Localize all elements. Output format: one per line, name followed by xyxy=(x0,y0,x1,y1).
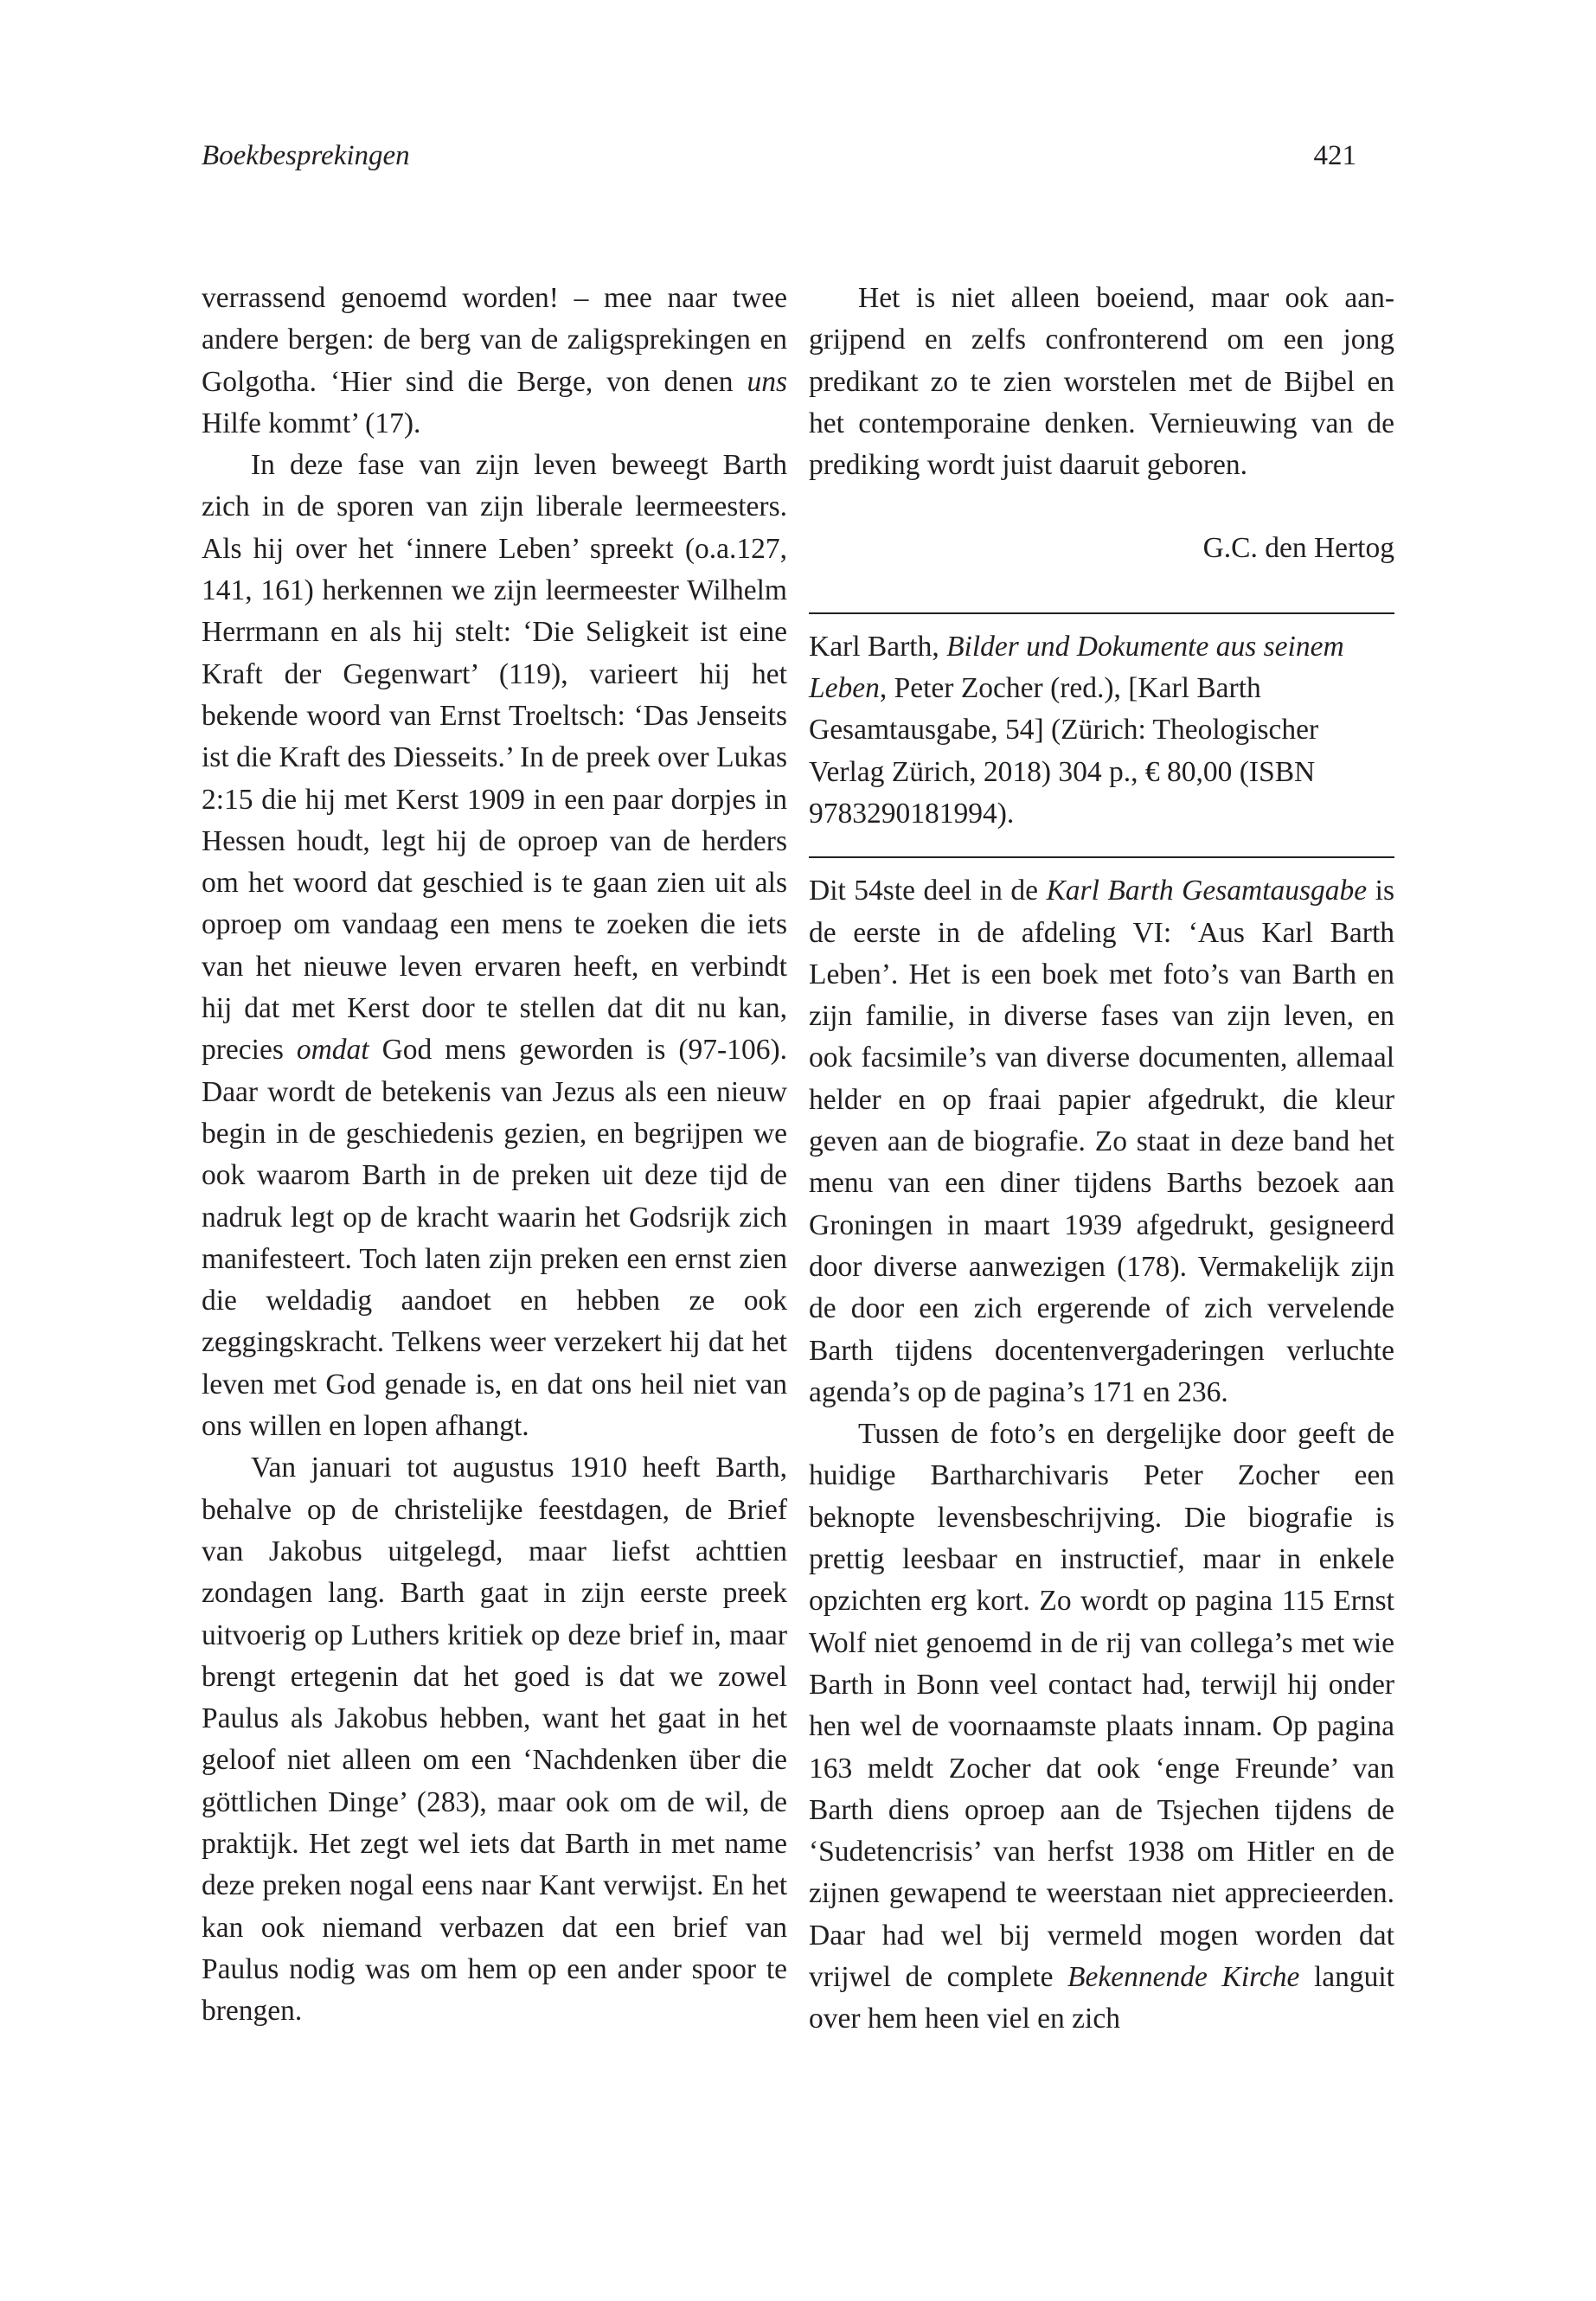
emphasis: uns xyxy=(747,365,787,398)
text-run: In deze fase van zijn leven beweegt Barth zich in de sporen van zijn liberale leermeesters. Als hij over het ‘innere Leben’ spreekt (o.a.127, 141, 161) herkennen we zijn leermeester Wilhelm Herrmann en als hij stelt: ‘Die Seligkeit ist eine Kraft der Gegenwart’ (119), varieert hij het bekende woord van Ernst Troeltsch: ‘Das Jenseits ist die Kraft des Diesseits.’ In de preek over Lukas 2:15 die hij met Kerst 1909 in een paar dorpjes in Hessen houdt, legt hij de oproep van de herders om het woord dat geschied is te gaan zien uit als oproep om vandaag een mens te zoeken die iets van het nieuwe leven ervaren heeft, en verbindt hij dat met Kerst door te stellen dat dit nu kan, precies xyxy=(202,449,787,1067)
text-run: God mens geworden is (97-106). Daar wordt de betekenis van Jezus als een nieuw begin in de geschiedenis gezien, en begrijpen we ook waarom Barth in de preken uit deze tijd de nadruk legt op de kracht waarin het Godsrijk zich manifesteert. Toch laten zijn preken een ernst zien die weldadig aandoet en hebben ze ook zeggingskracht. Telkens weer verzekert hij dat het leven met God genade is, en dat ons heil niet van ons willen en lopen afhangt. xyxy=(202,1034,787,1443)
text-run: is de eerste in de afdeling VI: ‘Aus Karl Barth Leben’. Het is een boek met foto’s van Barth en zijn familie, in diverse fases van zijn leven, en ook facsimile’s van diverse documenten, allemaal helder en op fraai papier afgedrukt, die kleur geven aan de biografie. Zo staat in deze band het menu van een diner tijdens Barths bezoek aan Groningen in maart 1939 afgedrukt, gesigneerd door diverse aanwezigen (178). Vermakelijk zijn de door een zich ergerende of zich vervelende Barth tijdens docentenvergaderingen verluchte agenda’s op de pagina’s 171 en 236. xyxy=(809,875,1395,1408)
divider-top xyxy=(809,612,1394,614)
text-run: Tussen de foto’s en dergelijke door geeft de huidige Bartharchivaris Peter Zocher een beknopte levensbeschrijving. Die biografie is prettig leesbaar en instructief, maar in enkele opzichten erg kort. Zo wordt op pagina 115 Ernst Wolf niet genoemd in de rij van collega’s met wie Barth in Bonn veel contact had, terwijl hij onder hen wel de voornaamste plaats innam. Op pagina 163 meldt Zocher dat ook ‘enge Freunde’ van Barth diens oproep aan de Tsjechen tijdens de ‘Sudetencrisis’ van herfst 1938 om Hitler en de zijnen gewapend te weerstaan niet apprecieerden. Daar had wel bij vermeld mogen worden dat vrijwel de complete xyxy=(809,1418,1394,1993)
right-column xyxy=(809,278,1394,2041)
divider-bottom xyxy=(809,856,1394,858)
emphasis: omdat xyxy=(296,1034,369,1067)
text-run: Karl Barth, xyxy=(809,630,947,663)
right-paragraph-2 xyxy=(809,870,1394,1413)
left-column xyxy=(202,278,787,2032)
text-run: languit over hem heen viel en zich xyxy=(809,1960,1394,2035)
right-paragraph-3 xyxy=(809,1413,1394,2040)
bibliographic-entry xyxy=(809,626,1394,847)
emphasis: Karl Barth Gesamtausgabe xyxy=(1046,875,1368,907)
text-run: Hilfe kommt’ (17). xyxy=(202,407,421,439)
reviewer-signature: G.C. den Hertog xyxy=(1202,532,1394,565)
page-number: 421 xyxy=(1313,140,1356,171)
text-run: verrassend genoemd worden! – mee naar twee andere bergen: de berg van de zaligsprekingen en Golgotha. ‘Hier sind die Berge, von denen xyxy=(202,282,787,398)
right-paragraph-1: Het is niet alleen boeiend, maar ook aangrijpend en zelfs confronterend om een jong predikant zo te zien worstelen met de Bijbel en het contemporaine denken. Vernieuwing van de prediking wordt juist daaruit geboren. xyxy=(809,282,1394,482)
left-paragraph-2 xyxy=(202,445,787,1447)
text-run: Dit 54ste deel in de xyxy=(809,875,1047,907)
left-paragraph-1 xyxy=(202,278,787,445)
left-paragraph-3: Van januari tot augustus 1910 heeft Barth, behalve op de christelijke feestdagen, de Brief van Jakobus uitgelegd, maar liefst achttien zondagen lang. Barth gaat in zijn eerste preek uitvoerig op Luthers kritiek op deze brief in, maar brengt ertegenin dat het goed is dat we zowel Paulus als Jakobus hebben, want het gaat in het geloof niet alleen om een ‘Nachdenken über die göttlichen Dinge’ (283), maar ook om de wil, de praktijk. Het zegt wel iets dat Barth in met name deze preken nogal eens naar Kant verwijst. En het kan ook niemand verbazen dat een brief van Paulus nodig was om hem op een ander spoor te brengen. xyxy=(202,1452,787,2028)
book-title: Bilder und Dokumente aus seinem Leben xyxy=(809,630,1344,705)
emphasis: Bekennende Kirche xyxy=(1067,1960,1300,1993)
text-run: , Peter Zocher (red.), [Karl Barth Gesamtausgabe, 54] (Zürich: Theologischer Verlag Zürich, 2018) 304 p., € 80,00 (ISBN 9783290181994). xyxy=(809,672,1319,830)
running-title: Boekbesprekingen xyxy=(202,140,410,171)
